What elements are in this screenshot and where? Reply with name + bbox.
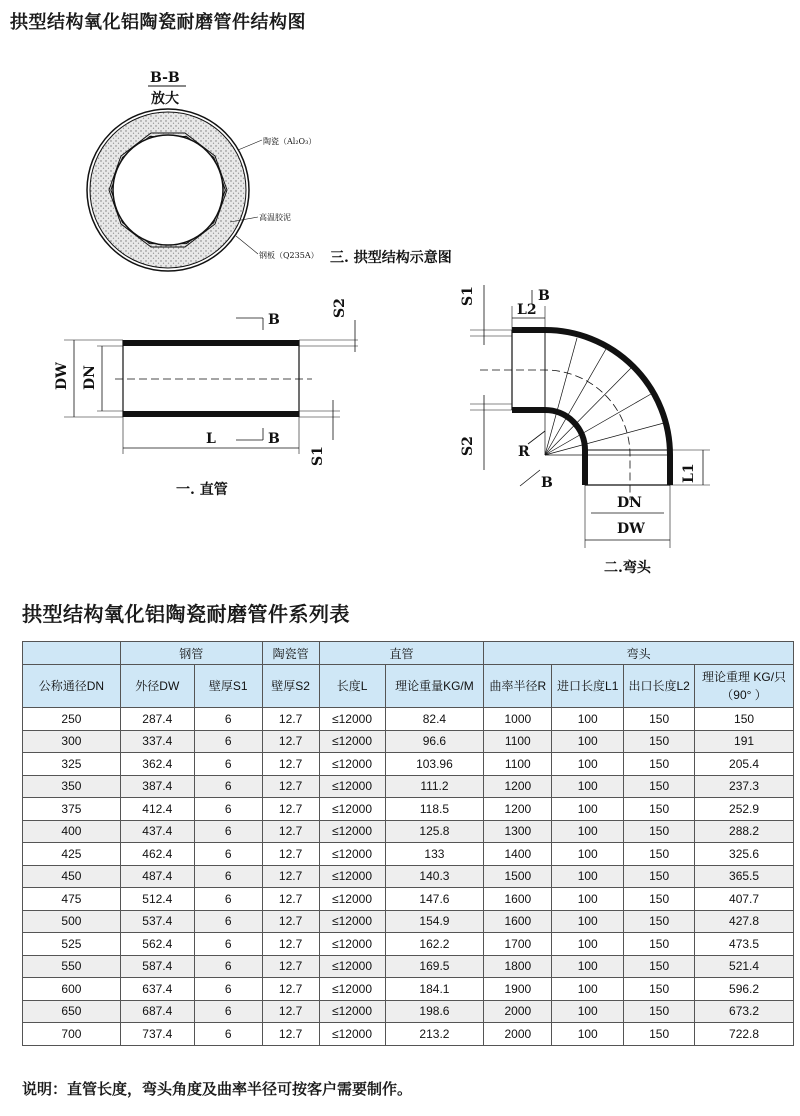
dim-l: L [206, 431, 216, 447]
section-bb-view [87, 70, 452, 271]
section-mark-b-bottom: B [268, 431, 280, 447]
dim-dn-straight: DN [82, 365, 98, 390]
col-header-weight-per-m: 理论重量KG/M [385, 665, 484, 708]
dim-s2-elbow: S2 [460, 436, 476, 456]
dim-s1-elbow: S1 [460, 286, 476, 306]
table-row [23, 865, 794, 888]
table-cell: 12.7 [262, 753, 319, 776]
table-cell: 1000 [484, 708, 552, 731]
table-cell: 407.7 [695, 888, 794, 911]
table-cell: 1200 [484, 798, 552, 821]
dim-dw-elbow: DW [617, 521, 645, 537]
table-cell: 252.9 [695, 798, 794, 821]
table-cell: 387.4 [120, 775, 194, 798]
table-cell: 100 [552, 865, 624, 888]
table-cell: 521.4 [695, 955, 794, 978]
col-header-l1: 进口长度L1 [552, 665, 624, 708]
table-cell: 500 [23, 910, 121, 933]
section-mark-b-top: B [268, 312, 280, 328]
table-cell: 6 [194, 708, 262, 731]
table-cell: 6 [194, 775, 262, 798]
table-cell: 12.7 [262, 730, 319, 753]
table-cell: 325 [23, 753, 121, 776]
spec-table [22, 641, 794, 1046]
table-cell: 103.96 [385, 753, 484, 776]
table-cell: 450 [23, 865, 121, 888]
table-cell: 6 [194, 865, 262, 888]
table-cell: 1400 [484, 843, 552, 866]
table-cell: 400 [23, 820, 121, 843]
table-cell: 596.2 [695, 978, 794, 1001]
table-cell: ≤12000 [319, 1000, 385, 1023]
table-cell: 213.2 [385, 1023, 484, 1046]
group-header-steel: 钢管 [120, 642, 262, 665]
table-cell: 150 [624, 708, 695, 731]
table-cell: ≤12000 [319, 1023, 385, 1046]
table-cell: 96.6 [385, 730, 484, 753]
table-cell: 325.6 [695, 843, 794, 866]
table-cell: 587.4 [120, 955, 194, 978]
table-cell: 140.3 [385, 865, 484, 888]
table-cell: 12.7 [262, 708, 319, 731]
col-header-length: 长度L [319, 665, 385, 708]
table-cell: 12.7 [262, 888, 319, 911]
section-mark-b-elbow-top: B [538, 288, 550, 304]
table-cell: 169.5 [385, 955, 484, 978]
table-cell: 412.4 [120, 798, 194, 821]
table-cell: 111.2 [385, 775, 484, 798]
table-cell: 700 [23, 1023, 121, 1046]
table-cell: 250 [23, 708, 121, 731]
table-cell: 162.2 [385, 933, 484, 956]
table-cell: 6 [194, 910, 262, 933]
table-cell: 205.4 [695, 753, 794, 776]
page-title: 拱型结构氧化铝陶瓷耐磨管件结构图 [10, 12, 306, 33]
table-cell: 6 [194, 1000, 262, 1023]
table-cell: 2000 [484, 1000, 552, 1023]
table-cell: 6 [194, 843, 262, 866]
table-cell: 100 [552, 910, 624, 933]
table-cell: 150 [624, 910, 695, 933]
table-cell: 147.6 [385, 888, 484, 911]
table-cell: ≤12000 [319, 910, 385, 933]
cement-label: 高温胶泥 [259, 213, 291, 222]
dim-s2-straight: S2 [332, 298, 348, 318]
table-cell: 12.7 [262, 933, 319, 956]
table-row [23, 933, 794, 956]
straight-pipe-view [54, 298, 358, 498]
group-header-elbow: 弯头 [484, 642, 794, 665]
table-cell: 722.8 [695, 1023, 794, 1046]
table-cell: 150 [624, 865, 695, 888]
table-cell: 150 [624, 753, 695, 776]
table-cell: ≤12000 [319, 820, 385, 843]
table-cell: 12.7 [262, 978, 319, 1001]
table-cell: 12.7 [262, 955, 319, 978]
table-row [23, 753, 794, 776]
dim-s1-straight: S1 [310, 446, 326, 466]
table-cell: 12.7 [262, 1023, 319, 1046]
table-row [23, 730, 794, 753]
table-cell: 133 [385, 843, 484, 866]
table-cell: 118.5 [385, 798, 484, 821]
table-cell: 6 [194, 820, 262, 843]
table-cell: 2000 [484, 1023, 552, 1046]
table-cell: 12.7 [262, 1000, 319, 1023]
table-cell: ≤12000 [319, 955, 385, 978]
section-sublabel: 放大 [151, 91, 179, 107]
table-cell: 100 [552, 775, 624, 798]
table-cell: 1600 [484, 910, 552, 933]
table-cell: 6 [194, 888, 262, 911]
table-row [23, 1000, 794, 1023]
section-label: B-B [150, 70, 180, 86]
ceramic-label: 陶瓷（Al₂O₃） [263, 137, 317, 146]
structure-drawing [0, 40, 800, 580]
table-cell: 487.4 [120, 865, 194, 888]
straight-caption: 一. 直管 [176, 482, 228, 498]
table-row [23, 978, 794, 1001]
table-cell: ≤12000 [319, 708, 385, 731]
group-header-ceramic: 陶瓷管 [262, 642, 319, 665]
table-cell: 6 [194, 933, 262, 956]
table-cell: 150 [624, 933, 695, 956]
table-cell: ≤12000 [319, 865, 385, 888]
table-cell: 100 [552, 730, 624, 753]
table-cell: 100 [552, 798, 624, 821]
table-cell: 437.4 [120, 820, 194, 843]
table-cell: 350 [23, 775, 121, 798]
table-cell: 150 [624, 798, 695, 821]
table-cell: ≤12000 [319, 775, 385, 798]
table-cell: 150 [624, 843, 695, 866]
table-row [23, 798, 794, 821]
table-cell: ≤12000 [319, 978, 385, 1001]
table-cell: 100 [552, 933, 624, 956]
table-cell: 537.4 [120, 910, 194, 933]
table-cell: 1500 [484, 865, 552, 888]
table-cell: 100 [552, 978, 624, 1001]
table-cell: 191 [695, 730, 794, 753]
table-cell: 100 [552, 1023, 624, 1046]
footnote: 说明：直管长度，弯头角度及曲率半径可按客户需要制作。 [22, 1080, 413, 1098]
group-header-empty [23, 642, 121, 665]
table-cell: ≤12000 [319, 888, 385, 911]
table-cell: 100 [552, 708, 624, 731]
table-cell: 473.5 [695, 933, 794, 956]
table-cell: 637.4 [120, 978, 194, 1001]
table-cell: 687.4 [120, 1000, 194, 1023]
table-row [23, 955, 794, 978]
steel-label: 钢板（Q235A） [259, 251, 319, 260]
table-cell: ≤12000 [319, 798, 385, 821]
col-header-l2: 出口长度L2 [624, 665, 695, 708]
table-cell: 427.8 [695, 910, 794, 933]
table-cell: 375 [23, 798, 121, 821]
table-cell: 365.5 [695, 865, 794, 888]
group-header-straight: 直管 [319, 642, 484, 665]
table-cell: 512.4 [120, 888, 194, 911]
table-cell: 550 [23, 955, 121, 978]
table-cell: 12.7 [262, 798, 319, 821]
table-cell: 562.4 [120, 933, 194, 956]
table-cell: 525 [23, 933, 121, 956]
table-row [23, 708, 794, 731]
table-cell: 287.4 [120, 708, 194, 731]
table-row [23, 910, 794, 933]
table-cell: 100 [552, 955, 624, 978]
dim-r: R [518, 444, 530, 460]
table-cell: 1800 [484, 955, 552, 978]
table-cell: 650 [23, 1000, 121, 1023]
table-cell: 150 [624, 1023, 695, 1046]
table-cell: 154.9 [385, 910, 484, 933]
table-cell: 6 [194, 798, 262, 821]
table-title: 拱型结构氧化铝陶瓷耐磨管件系列表 [22, 602, 350, 626]
table-cell: 150 [624, 888, 695, 911]
table-cell: 1700 [484, 933, 552, 956]
table-cell: ≤12000 [319, 753, 385, 776]
table-cell: 150 [624, 955, 695, 978]
table-cell: 1900 [484, 978, 552, 1001]
arch-caption: 三. 拱型结构示意图 [330, 250, 452, 266]
table-row [23, 775, 794, 798]
table-cell: 1200 [484, 775, 552, 798]
table-cell: 12.7 [262, 843, 319, 866]
table-row [23, 1023, 794, 1046]
table-cell: 12.7 [262, 820, 319, 843]
table-column-header-row [23, 665, 794, 708]
col-header-radius: 曲率半径R [484, 665, 552, 708]
table-cell: 100 [552, 843, 624, 866]
dim-dw-straight: DW [54, 362, 70, 390]
table-cell: 100 [552, 820, 624, 843]
table-cell: 184.1 [385, 978, 484, 1001]
table-cell: 1300 [484, 820, 552, 843]
table-cell: 100 [552, 888, 624, 911]
table-cell: 150 [624, 1000, 695, 1023]
table-cell: 12.7 [262, 910, 319, 933]
section-mark-b-elbow-bottom: B [541, 475, 553, 491]
table-cell: 100 [552, 1000, 624, 1023]
table-cell: 237.3 [695, 775, 794, 798]
dim-l1: L1 [681, 463, 697, 483]
col-header-s2: 壁厚S2 [262, 665, 319, 708]
table-cell: 1100 [484, 753, 552, 776]
table-cell: 150 [624, 730, 695, 753]
table-cell: 82.4 [385, 708, 484, 731]
table-cell: 600 [23, 978, 121, 1001]
table-cell: 737.4 [120, 1023, 194, 1046]
table-cell: 1600 [484, 888, 552, 911]
table-cell: 150 [624, 978, 695, 1001]
dim-l2: L2 [517, 302, 537, 318]
table-cell: 362.4 [120, 753, 194, 776]
table-cell: 12.7 [262, 775, 319, 798]
table-cell: 6 [194, 1023, 262, 1046]
table-cell: 6 [194, 978, 262, 1001]
table-cell: 1100 [484, 730, 552, 753]
table-body [23, 708, 794, 1046]
col-header-dw: 外径DW [120, 665, 194, 708]
table-cell: 673.2 [695, 1000, 794, 1023]
table-cell: ≤12000 [319, 843, 385, 866]
dim-dn-elbow: DN [617, 495, 642, 511]
table-row [23, 820, 794, 843]
table-cell: 150 [624, 775, 695, 798]
table-cell: ≤12000 [319, 730, 385, 753]
elbow-caption: 二.弯头 [604, 560, 651, 576]
elbow-view [460, 285, 710, 576]
table-row [23, 843, 794, 866]
table-cell: 125.8 [385, 820, 484, 843]
table-group-header-row [23, 642, 794, 665]
table-cell: 337.4 [120, 730, 194, 753]
col-header-weight-per-piece: 理论重理 KG/只（90° ） [695, 665, 794, 708]
table-cell: 12.7 [262, 865, 319, 888]
table-cell: 150 [695, 708, 794, 731]
table-cell: 475 [23, 888, 121, 911]
table-cell: 6 [194, 955, 262, 978]
table-cell: 6 [194, 730, 262, 753]
col-header-s1: 壁厚S1 [194, 665, 262, 708]
table-cell: 462.4 [120, 843, 194, 866]
table-cell: 300 [23, 730, 121, 753]
table-cell: 288.2 [695, 820, 794, 843]
table-row [23, 888, 794, 911]
table-cell: 198.6 [385, 1000, 484, 1023]
table-cell: ≤12000 [319, 933, 385, 956]
table-cell: 425 [23, 843, 121, 866]
col-header-dn: 公称通径DN [23, 665, 121, 708]
table-cell: 100 [552, 753, 624, 776]
table-cell: 6 [194, 753, 262, 776]
table-cell: 150 [624, 820, 695, 843]
